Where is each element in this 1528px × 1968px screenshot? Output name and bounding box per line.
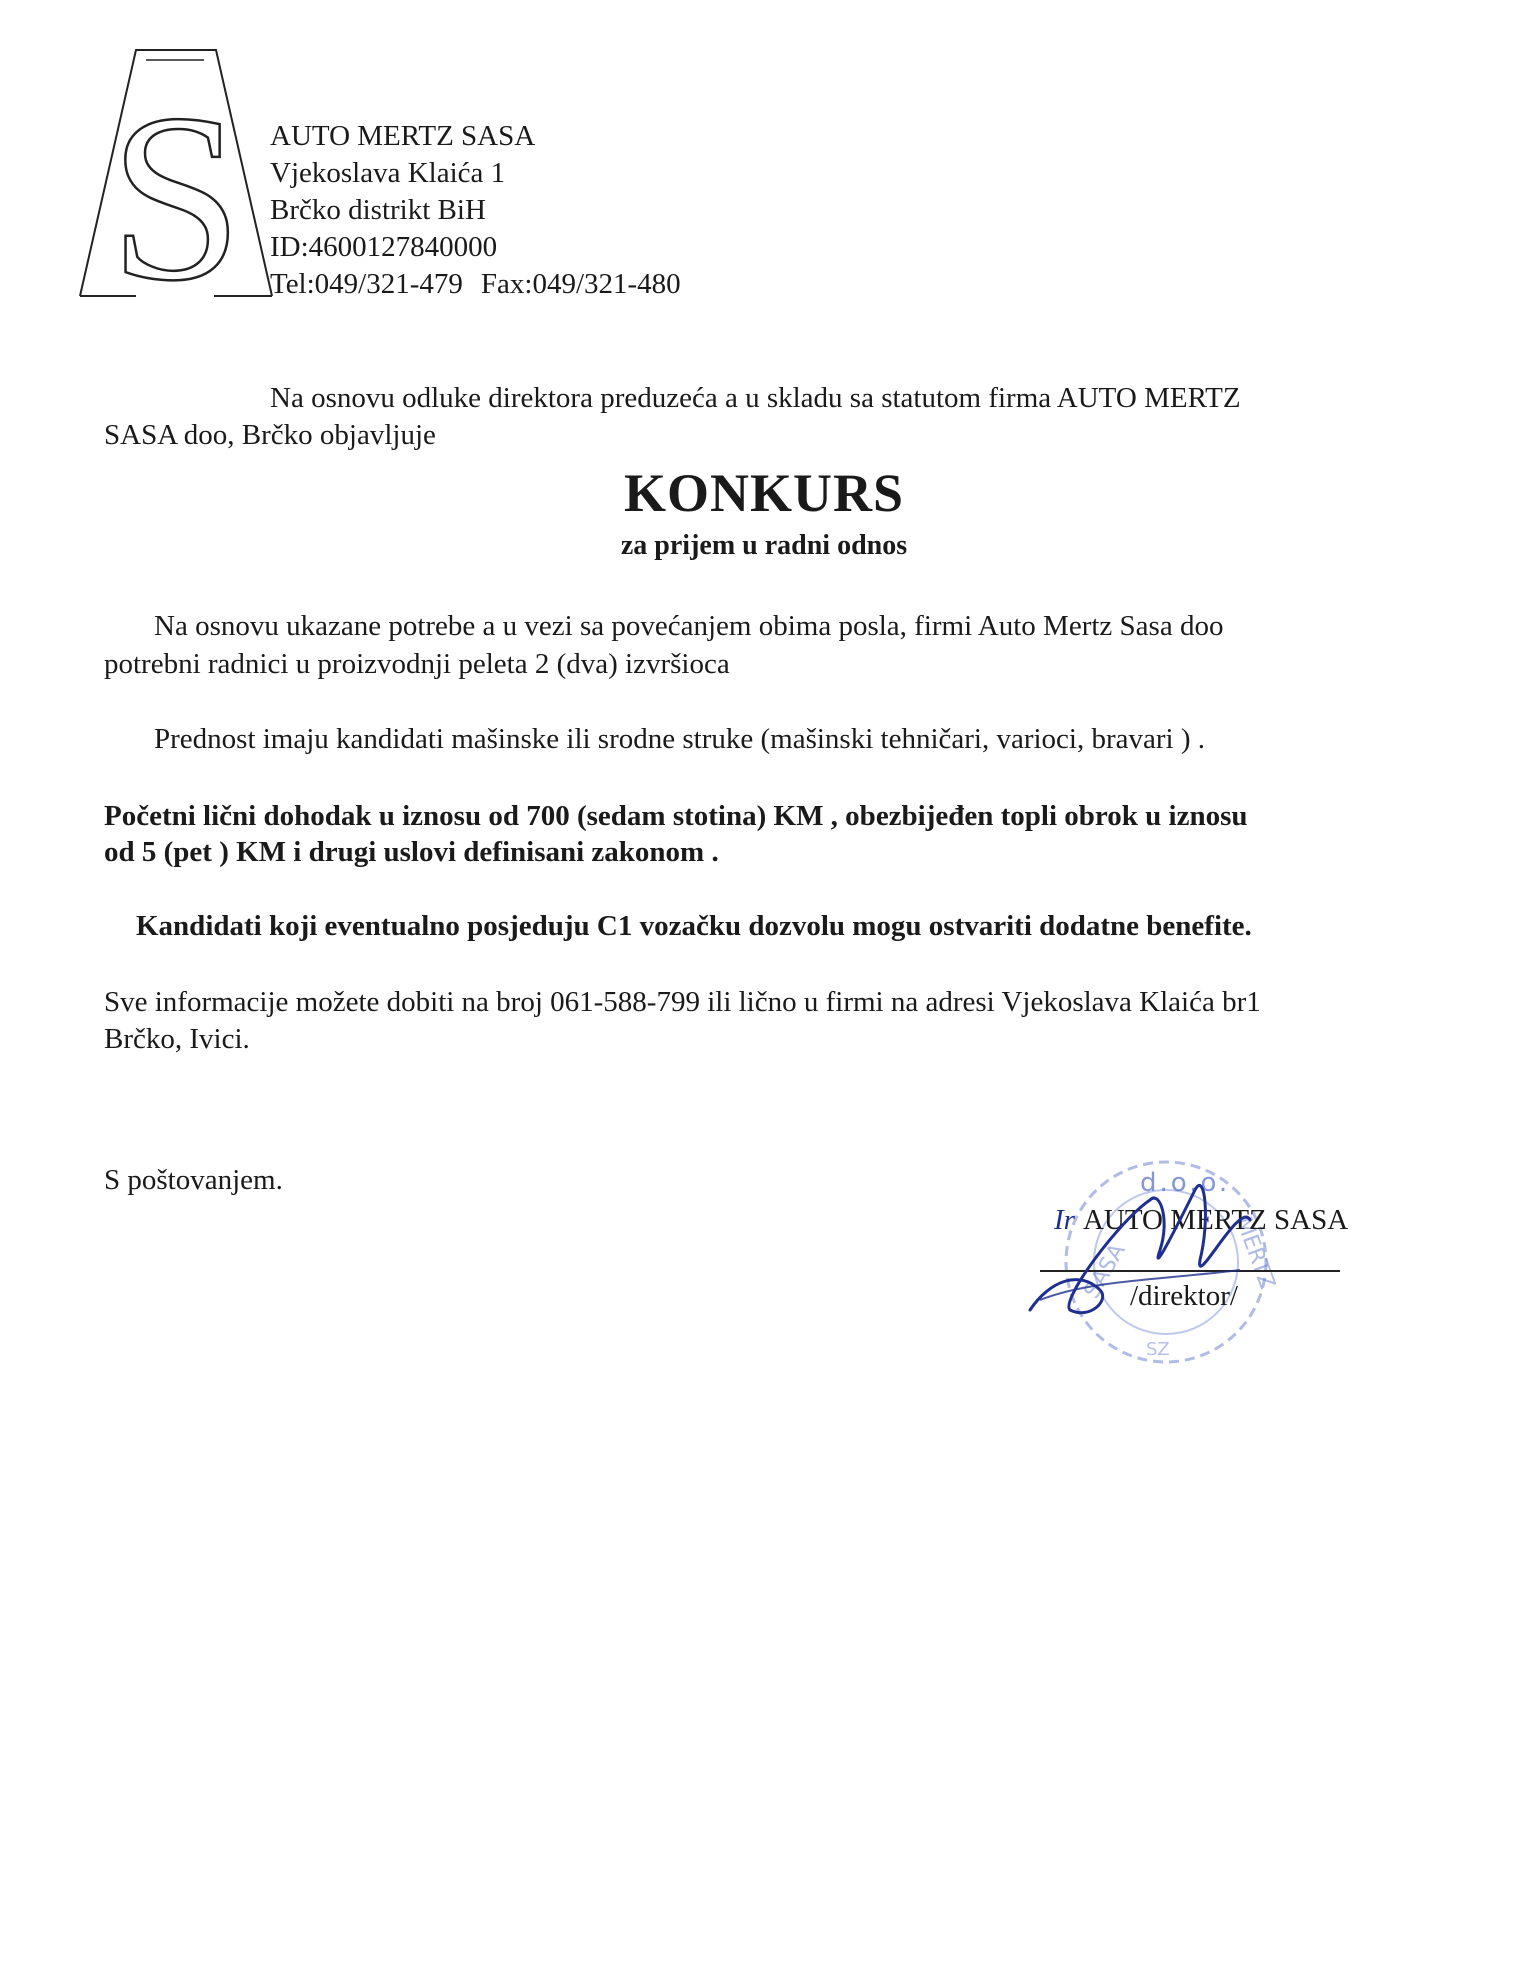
company-info xyxy=(270,118,681,303)
logo-letter: S xyxy=(109,64,243,300)
company-fax: Fax:049/321-480 xyxy=(480,268,681,300)
need-text-line-1: Na osnovu ukazane potrebe a u vezi sa povećanjem obima posla, firmi Auto Mertz Sasa doo xyxy=(154,610,1224,642)
advantage-text: Prednost imaju kandidati mašinske ili srodne struke (mašinski tehničari, varioci, bravari ) . xyxy=(154,723,1205,755)
svg-text:SZ: SZ xyxy=(1146,1339,1170,1360)
need-text-line-2: potrebni radnici u proizvodnji peleta 2 (dva) izvršioca xyxy=(104,648,730,680)
document-title: KONKURS xyxy=(623,463,905,523)
document-subtitle: za prijem u radni odnos xyxy=(620,530,908,561)
signature-prefix: Ir xyxy=(1054,1204,1075,1236)
company-city: Brčko distrikt BiH xyxy=(270,194,486,226)
company-logo xyxy=(76,46,296,300)
company-name: AUTO MERTZ SASA xyxy=(270,120,536,152)
stamp-text: d.o.o. xyxy=(1140,1168,1231,1198)
company-tel: Tel:049/321-479 xyxy=(270,268,463,300)
closing-text: S poštovanjem. xyxy=(104,1164,283,1196)
intro-text-line-1: Na osnovu odluke direktora preduzeća a u skladu sa statutom firma AUTO MERTZ xyxy=(270,382,1241,414)
svg-text:MERTZ: MERTZ xyxy=(1230,1213,1280,1293)
company-contact xyxy=(270,266,681,303)
benefits-text: Kandidati koji eventualno posjeduju C1 vozačku dozvolu mogu ostvariti dodatne benefite. xyxy=(136,910,1252,942)
signature-company xyxy=(1054,1204,1348,1237)
signature-role: /direktor/ xyxy=(1130,1280,1238,1312)
info-text-line-2: Brčko, Ivici. xyxy=(104,1023,250,1055)
intro-text-line-2: SASA doo, Brčko objavljuje xyxy=(104,419,436,451)
salary-text-line-1: Početni lični dohodak u iznosu od 700 (sedam stotina) KM , obezbijeđen topli obrok u iznosu xyxy=(104,800,1248,832)
salary-text-line-2: od 5 (pet ) KM i drugi uslovi definisani zakonom . xyxy=(104,836,719,868)
info-text-line-1: Sve informacije možete dobiti na broj 061-588-799 ili lično u firmi na adresi Vjekoslava Klaića br1 xyxy=(104,986,1261,1018)
signature-line xyxy=(1040,1270,1340,1272)
signature-company-name: AUTO MERTZ SASA xyxy=(1082,1204,1349,1236)
svg-text:SASA: SASA xyxy=(1079,1239,1131,1303)
company-street: Vjekoslava Klaića 1 xyxy=(270,157,506,189)
company-id: ID:4600127840000 xyxy=(270,231,498,263)
